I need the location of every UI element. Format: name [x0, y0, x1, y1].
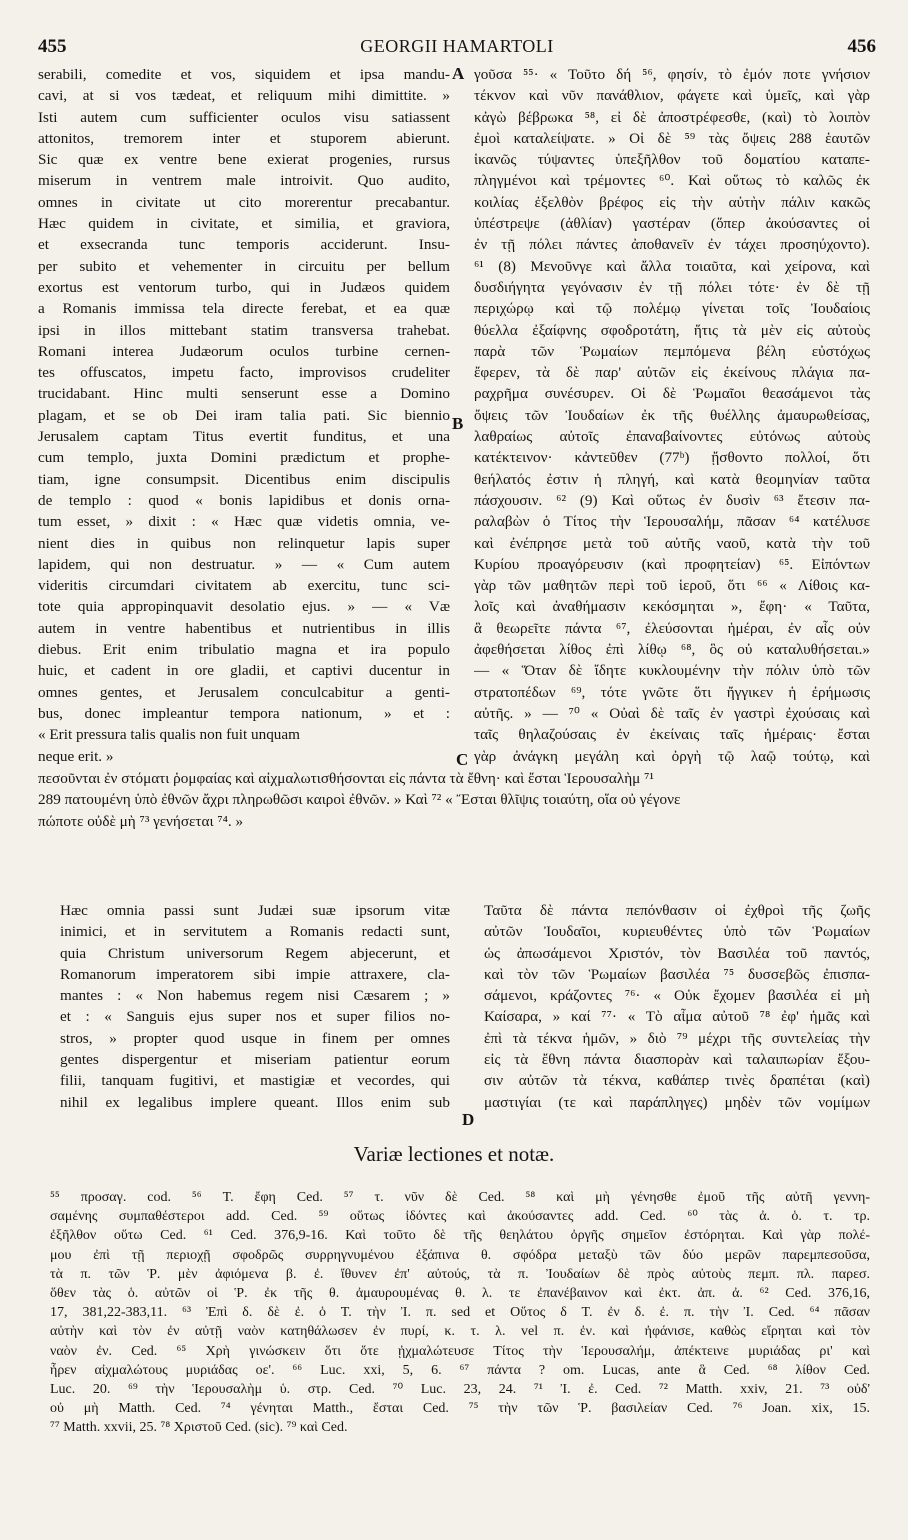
latin-text-line: omnes gentes, et Jerusalem conculcabitur a genti-: [38, 683, 450, 701]
greek-text-line: ἔφερεν, τὰ δὲ παρ' αὐτῶν εἰς ἐκείνους πλάγια πα-: [474, 364, 870, 382]
latin-text-line: Hæc omnia passi sunt Judæi suæ ipsorum vitæ: [60, 902, 450, 919]
greek-text-line: γὰρ ἀνάγκη μεγάλη καὶ ὀργὴ τῷ λαῷ τούτῳ, καὶ: [474, 747, 870, 765]
greek-text-line: ἐμοὶ καταλείψατε. » Οἱ δὲ ⁵⁹ τὰς ὄψεις 288 ἑαυτῶν: [474, 129, 870, 147]
latin-text-line: tote quia appropinquavit desolatio ejus. » — « Væ: [38, 598, 450, 616]
latin-text-line: gentes dispergentur et miseriam patientur eorum: [60, 1051, 450, 1069]
latin-text-line: a Romanis immissa tela directe ferebat, et ea quæ: [38, 300, 450, 318]
greek-text-line: ὑπέστρεψε (ἀθλίαν) γαστέραν (ὅπερ ἀκούσαντες οἱ: [474, 215, 870, 233]
latin-column-top: [38, 64, 450, 767]
latin-text-line: et exsecranda tunc temporis acciderunt. Insu-: [38, 236, 450, 254]
greek-text-line: ἐπὶ τὰ τέκνα ἡμῶν, » διὸ ⁷⁹ μέχρι τῆς συντελείας τὴν: [484, 1029, 870, 1047]
note-line: οὐ μὴ Matth. Ced. ⁷⁴ γένηται Matth., ἔσται Ced. ⁷⁵ τὴν τῶν Ῥ. βασιλείαν Ced. ⁷⁶ Joan. xix, 15.: [50, 1401, 870, 1417]
greek-text-line: Καίσαρα, » καί ⁷⁷· « Τὸ αἷμα αὐτοῦ ⁷⁸ ἐφ' ἡμᾶς καὶ: [484, 1008, 870, 1026]
greek-text-line: ⁶¹ (8) Μενοῦνγε καὶ ἄλλα τοιαῦτα, καὶ χείρονα, καὶ: [474, 257, 870, 275]
note-line: σαμένης συμπαθέστεροι add. Ced. ⁵⁹ οὕτως ἰδόντες καὶ ἀκούσαντες add. Ced. ⁶⁰ τὰς ἀ. ὁ. τ. τρ.: [50, 1209, 870, 1225]
greek-text-line: ταῖς θηλαζούσαις ἐν ἐκείναις ταῖς ἡμέραις· ἔσται: [474, 726, 870, 744]
greek-text-line: 289 πατουμένη ὑπὸ ἐθνῶν ἄχρι πληρωθῶσι καιροὶ ἐθνῶν. » Καὶ ⁷² « Ἔσται θλῖψις τοιαύτη, οἵα οὐ γέγονε: [38, 791, 681, 809]
greek-full-width-passage: [38, 768, 870, 832]
greek-text-line: καὶ ἐνέπρησε μετὰ τοῦ αὐτῆς ναοῦ, κατὰ τὴν τοῦ: [474, 534, 870, 552]
greek-text-line: — « Ὅταν δὲ ἴδητε κυκλουμένην τὴν πόλιν ὑπὸ τῶν: [474, 662, 870, 680]
latin-text-line: exortus est ventorum turbo, qui in Judæos quidem: [38, 278, 450, 296]
latin-text-line: inimici, et in servitutem a Romanis redacti sunt,: [60, 923, 450, 941]
latin-text-line: plagam, et se ob Dei iram talia pati. Sic biennio: [38, 406, 450, 424]
greek-text-line: λοῖς καὶ ἀναθήμασιν κεκόσμηται », ἔφη· « Ταῦτα,: [474, 598, 870, 616]
greek-text-line: αὐτῆς. » — ⁷⁰ « Οὐαὶ δὲ ταῖς ἐν γαστρὶ ἐχούσαις καὶ: [474, 704, 870, 722]
note-line: ὅθεν τὰς ὁ. αὐτῶν οἱ Ῥ. ἐκ τῆς θ. ἀμαυρουμένας θ. λ. τε ἐπανέβαινον καὶ ἐκτ. ἀπ. ἀ. ⁶² Ced. 376,16,: [50, 1285, 870, 1301]
latin-text-line: Romani interea Judæorum oculos turbine cernen-: [38, 342, 450, 360]
margin-marker-d: D: [462, 1110, 475, 1129]
latin-text-line: de templo : quod « bonis lapidibus et donis orna-: [38, 491, 450, 509]
greek-text-line: ἱκανῶς τύψαντες ὑπεξῆλθον τοῦ δοματίου καταπε-: [474, 151, 870, 169]
latin-text-line: cavi, at si vos tædeat, et reliquum mihi dimittite. »: [38, 87, 450, 105]
greek-text-line: ἃ θεωρεῖτε πάντα ⁶⁷, ἐλεύσονται ἡμέραι, ἐν αἷς οὐν: [474, 619, 870, 637]
latin-text-line: stros, » propter quod usque in finem per omnes: [60, 1029, 450, 1047]
latin-text-line: mantes : « Non habemus regem nisi Cæsarem ; »: [60, 987, 450, 1005]
latin-text-line: diebus. Erit enim tribulatio magna et ira populo: [38, 641, 450, 659]
variant-readings-notes: [50, 1188, 870, 1437]
greek-text-line: ραχρῆμα συνέσυρεν. Οἱ δὲ Ῥωμαῖοι θεασάμενοι τὰς: [474, 385, 870, 403]
greek-text-line: λαθραίως αὐτοῖς ἐπαναβαίνοντες εὐτόνως αὐτοὺς: [474, 428, 870, 446]
latin-text-line: videritis circumdari civitatem ab exercitu, tunc sci-: [38, 577, 450, 595]
greek-text-line: τέκνον καὶ νῦν πανάθλιον, φάγετε καὶ ὑμεῖς, καὶ γὰρ: [474, 87, 870, 105]
greek-text-line: εἰς τὰ ἔθνη πάντα διασπορὰν καὶ ταλαιπωρίαν ἕξου-: [484, 1051, 870, 1069]
latin-text-line: et : « Sanguis ejus super nos et super filios no-: [60, 1008, 450, 1026]
latin-text-line: miserum in ventrem male introivit. Quo audito,: [38, 172, 450, 190]
latin-text-line: serabili, comedite et vos, siquidem et ipsa mandu-: [38, 66, 450, 83]
greek-text-line: πεσοῦνται ἐν στόματι ῥομφαίας καὶ αἰχμαλωτισθήσονται εἰς πάντα τὰ ἔθνη· καὶ ἔσται Ἱερουσαλὴμ ⁷¹: [38, 770, 654, 787]
greek-text-line: κοιλίας ἐξελθὸν βρέφος εἰς τὴν αὐτὴν πάλιν κακῶς: [474, 193, 870, 211]
latin-text-line: filii, tanquam fugitivi, et mastigiæ et vecordes, qui: [60, 1072, 450, 1090]
greek-text-line: πληγμένοι καὶ τρέμοντες ⁶⁰. Καὶ οὕτως τὸ καλῶς ἐκ: [474, 172, 870, 190]
note-line: ἐξῆλθον οὕτω Ced. ⁶¹ Ced. 376,9-16. Καὶ τοῦτο δὲ τῆς θεηλάτου ὀργῆς σημεῖον ἐστόρηται. Καὶ γὰρ πολέ-: [50, 1228, 870, 1244]
latin-text-line: Jerusalem captam Titus evertit funditus, et una: [38, 428, 450, 446]
latin-text-line: huic, et cadent in ore gladii, et captivi ducentur in: [38, 662, 450, 680]
latin-text-line: lapidem, qui non destruatur. » — « Cum autem: [38, 555, 450, 573]
greek-text-line: θεήλατός ἐστιν ἡ πληγή, καὶ κατὰ θεομηνίαν ταῦτα: [474, 470, 870, 488]
page-number-right: 456: [847, 36, 876, 57]
greek-text-line: περιχώρῳ καὶ τῷ πολέμῳ γίνεται τοῖς Ἰουδαίοις: [474, 300, 870, 318]
greek-text-line: θύελλα ἐξαίφνης σφοδροτάτη, ἥτις τὰ μὲν εἰς αὐτοὺς: [474, 321, 870, 339]
margin-marker-b: B: [452, 414, 464, 433]
margin-marker-a: A: [452, 64, 465, 83]
greek-text-line: κἀγὼ βέβρωκα ⁵⁸, εἰ δὲ ἀποστρέφεσθε, (καὶ) τὸ λοιπὸν: [474, 108, 870, 126]
greek-text-line: ὄψεις τῶν Ἰουδαίων ἐκ τῆς θυέλλης ἀμαυρωθείσας,: [474, 406, 870, 424]
latin-text-line: attonitos, tremorem inter et stuporem abierunt.: [38, 129, 450, 147]
greek-text-line: κατέκτεινον· κἀντεῦθεν (77ᵇ) ᾔσθοντο πολλοί, ὅτι: [474, 449, 870, 467]
greek-text-line: ἀφεθήσεται λίθος ἐπὶ λίθῳ ⁶⁸, ὃς οὐ καταλυθήσεται.»: [474, 641, 870, 659]
note-line: αὐτὴν καὶ τὸν ἐν αὐτῇ ναὸν κατηθάλωσεν ἐν πυρί, κ. τ. λ. vel π. ἐν. καὶ ἠφάνισε, καθὼς εἴρηται καὶ τὸν: [50, 1324, 870, 1340]
greek-text-line: παρὰ τῶν Ῥωμαίων πεμπόμενα βέλη εὐστόχως: [474, 342, 870, 360]
margin-marker-c: C: [456, 750, 469, 769]
greek-text-line: Κυρίου προαγόρευσιν (καὶ προφητείαν) ⁶⁵. Εἰπόντων: [474, 555, 870, 573]
latin-text-line: Isti autem cum sufficienter oculos visu satiassent: [38, 108, 450, 126]
latin-text-line: Hæc quidem in civitate, et similia, et graviora,: [38, 215, 450, 233]
latin-text-line: ipsi in illos mittebant statim transversa trahebat.: [38, 321, 450, 339]
greek-text-line: αὐτῶν Ἰουδαῖοι, κυριευθέντες ὑπὸ τῶν Ῥωμαίων: [484, 923, 870, 941]
latin-text-line: nient dies in quibus non relinquetur lapis super: [38, 534, 450, 552]
greek-text-line: μαστιγίαι (τε καὶ παράπληγες) μηδὲν τῶν νομίμων: [484, 1093, 870, 1111]
greek-text-line: ὡς ἀπωσάμενοι Χριστόν, τὸν Βασιλέα τοῦ παντός,: [484, 944, 870, 962]
greek-text-line: σιν αὐτῶν τὰ τέκνα, καθάπερ τινὲς δραπέται (καὶ): [484, 1072, 870, 1090]
notes-heading: Variæ lectiones et notæ.: [353, 1142, 555, 1166]
note-line: Luc. 20. ⁶⁹ τὴν Ἱερουσαλὴμ ὑ. στρ. Ced. ⁷⁰ Luc. 23, 24. ⁷¹ Ἰ. ἐ. Ced. ⁷² Matth. xxiv, 21. ⁷³ οὐδ': [50, 1381, 870, 1397]
greek-column-top: [474, 64, 870, 767]
greek-text-line: γὰρ τῶν μαθητῶν περὶ τοῦ ἱεροῦ, ὅτι ⁶⁶ « Λίθοις κα-: [474, 577, 870, 595]
latin-text-line: nihil ex legalibus implere queant. Illos enim sub: [60, 1093, 450, 1111]
greek-text-line: καὶ τὸν τῶν Ῥωμαίων βασιλέα ⁷⁵ δυσσεβῶς ἐπισπα-: [484, 965, 870, 983]
latin-text-line: « Erit pressura talis qualis non fuit unquam: [38, 726, 300, 744]
page-header: [38, 36, 876, 62]
latin-text-line: autem in ventre habentibus et nutrientibus in illis: [38, 619, 450, 637]
note-line: ἦρεν αἰχμαλώτους μυριάδας οε'. ⁶⁶ Luc. xxi, 5, 6. ⁶⁷ πάντα ? om. Lucas, ante ἃ Ced. ⁶⁸ λίθον Ced.: [50, 1362, 870, 1378]
latin-text-line: Sic quæ ex ventre bene exierat progenies, rursus: [38, 151, 450, 169]
latin-text-line: trucidabant. Hinc multi senserunt esse a Domino: [38, 385, 450, 403]
latin-text-line: tiam, igne consumpsit. Dicentibus enim discipulis: [38, 470, 450, 488]
latin-text-line: cum templo, juxta Domini prædictum et prophe-: [38, 449, 450, 467]
greek-text-line: ἐν τῇ πόλει πάντες ἀποθανεῖν ἐν τάχει προσηύχοντο).: [474, 236, 870, 254]
greek-text-line: πάσχουσιν. ⁶² (9) Καὶ οὕτως ἐν δυσὶν ⁶³ ἔτεσιν πα-: [474, 491, 870, 509]
latin-text-line: bus, donec impleantur tempora nationum, » et :: [38, 704, 450, 722]
latin-text-line: tum esset, » dixit : « Hæc quæ videtis omnia, ve-: [38, 513, 450, 531]
note-line: μου ἐπὶ τῇ περιοχῇ σφοδρῶς συρρηγνυμένου ἐξάπινα θ. σφόδρα μεταξὺ τῶν δύο μερῶν παρεμπεσοῦσα,: [50, 1247, 870, 1263]
note-line: τὰ π. τῶν Ῥ. μὲν ἀφιόμενα β. ἐ. ἴθυνεν ἐπ' αὐτούς, τὰ π. Ἰουδαίων δὲ πρὸς αὐτοὺς πεμπ. πλ. παρεσ.: [50, 1266, 870, 1282]
latin-text-line: quia Christum universorum Regem abjecerunt, et: [60, 944, 450, 962]
greek-column-bottom: [484, 900, 870, 1113]
latin-column-bottom: [60, 900, 450, 1113]
note-line: ναὸν ἐν. Ced. ⁶⁵ Χρὴ γινώσκειν ὅτι ὅτε ᾐχμαλώτευσε Τίτος τὴν Ἱερουσαλήμ, ἀπέκτεινε μυριάδας ρι' καὶ: [50, 1343, 870, 1359]
greek-text-line: γοῦσα ⁵⁵· « Τοῦτο δή ⁵⁶, φησίν, τὸ ἐμόν ποτε γνήσιον: [474, 66, 870, 83]
greek-text-line: Ταῦτα δὲ πάντα πεπόνθασιν οἱ ἐχθροὶ τῆς ζωῆς: [484, 902, 870, 919]
greek-text-line: δυσδιήγητα γεγόνασιν ἐν τῇ πόλει τότε· ἐν δὲ τῇ: [474, 278, 870, 296]
latin-text-line: tes offuscatos, impetu facto, improvisos crudeliter: [38, 364, 450, 382]
note-line: 17, 381,22-383,11. ⁶³ Ἐπὶ δ. δὲ ἐ. ὁ Τ. τὴν Ἰ. π. sed et Οὕτος δ Τ. ἐν δ. ἐ. π. τὴν Ἰ. Ced. ⁶⁴ πᾶσαν: [50, 1305, 870, 1321]
latin-text-line: omnes in civitate ut cito morerentur precabantur.: [38, 193, 450, 211]
greek-text-line: σάμενοι, κράζοντες ⁷⁶· « Οὐκ ἔχομεν βασιλέα εἰ μὴ: [484, 987, 870, 1005]
note-line: ⁷⁷ Matth. xxvii, 25. ⁷⁸ Χριστοῦ Ced. (sic). ⁷⁹ καὶ Ced.: [50, 1420, 348, 1436]
note-line: ⁵⁵ προσαγ. cod. ⁵⁶ Τ. ἔφη Ced. ⁵⁷ τ. νῦν δὲ Ced. ⁵⁸ καὶ μὴ γένησθε ἐμοῦ τῆς αὐτῆ γεννη-: [50, 1190, 870, 1205]
latin-text-line: neque erit. »: [38, 747, 114, 765]
greek-text-line: πώποτε οὐδὲ μὴ ⁷³ γενήσεται ⁷⁴. »: [38, 812, 244, 830]
latin-text-line: Romanorum imperatorem sibi impie attraxere, cla-: [60, 965, 450, 983]
latin-text-line: per subito et vehementer in circuitu per bellum: [38, 257, 450, 275]
greek-text-line: ραλαβὼν ὁ Τίτος τὴν Ἱερουσαλήμ, πᾶσαν ⁶⁴ κατέλυσε: [474, 513, 870, 531]
page-number-left: 455: [38, 36, 67, 57]
running-title: GEORGII HAMARTOLI: [360, 36, 554, 56]
greek-text-line: στρατοπέδων ⁶⁹, τότε γνῶτε ὅτι ἤγγικεν ἡ ἐρήμωσις: [474, 683, 870, 701]
